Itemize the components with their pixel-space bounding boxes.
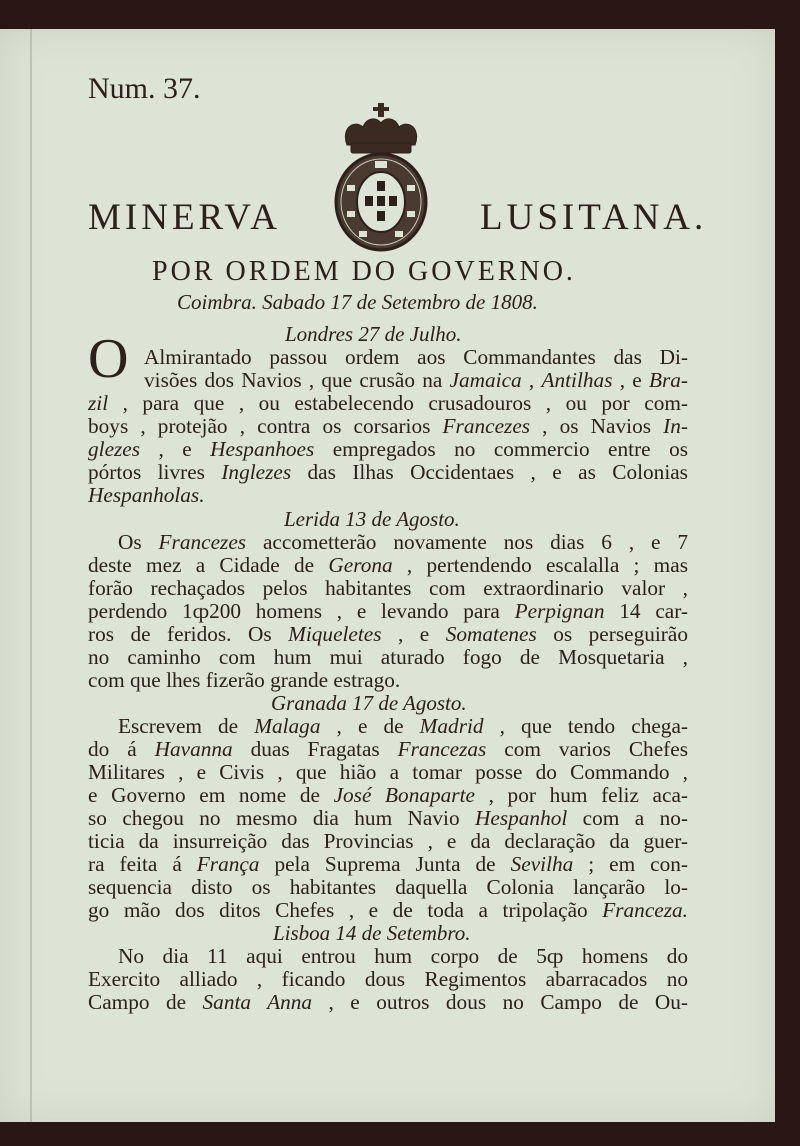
article-heading: Granada 17 de Agosto.	[271, 691, 467, 715]
article-body	[88, 715, 688, 922]
text-line: Os Francezes accometterão novamente nos dias 6 , e 7	[118, 531, 688, 554]
text-line: no caminho com hum mui aturado fogo de Mosquetaria ,	[88, 646, 688, 669]
dateline: Coimbra. Sabado 17 de Setembro de 1808.	[177, 290, 538, 314]
text-line: e Governo em nome de José Bonaparte , por hum feliz aca-	[88, 784, 688, 807]
text-line: deste mez a Cidade de Gerona , pertendendo escalalla ; mas	[88, 554, 688, 577]
text-line: ticia da insurreição das Provincias , e da declaração da guer-	[88, 830, 688, 853]
text-line: ra feita á França pela Suprema Junta de Sevilha ; em con-	[88, 853, 688, 876]
text-line: ros de feridos. Os Miqueletes , e Somatenes os perseguirão	[88, 623, 688, 646]
masthead-title-right: LUSITANA.	[480, 197, 708, 238]
article-heading: Lisboa 14 de Setembro.	[273, 921, 471, 945]
text-line: Escrevem de Malaga , e de Madrid , que tendo chega-	[118, 715, 688, 738]
article-body	[88, 531, 688, 692]
text-line: Exercito alliado , ficando dous Regimentos abarracados no	[88, 968, 688, 991]
drop-cap: O	[88, 328, 129, 390]
text-line: com que lhes fizerão grande estrago.	[88, 669, 401, 692]
text-line: Hespanholas.	[88, 484, 205, 507]
text-line: boys , protejão , contra os corsarios Francezes , os Navios In-	[88, 415, 688, 438]
royal-seal-icon	[333, 103, 429, 253]
text-line: Militares , e Civis , que hião a tomar posse do Commando ,	[88, 761, 688, 784]
text-line: do á Havanna duas Fragatas Francezas com varios Chefes	[88, 738, 688, 761]
issue-number: Num. 37.	[88, 72, 201, 105]
masthead-title-left: MINERVA	[88, 197, 281, 238]
article-heading: Lerida 13 de Agosto.	[284, 507, 460, 531]
text-line: perdendo 1ȹ200 homens , e levando para Perpignan 14 car-	[88, 600, 688, 623]
article-body	[88, 945, 688, 1014]
text-line: zil , para que , ou estabelecendo crusadouros , ou por com-	[88, 392, 688, 415]
subtitle: POR ORDEM DO GOVERNO.	[152, 256, 576, 287]
text-line: No dia 11 aqui entrou hum corpo de 5ȹ homens do	[118, 945, 688, 968]
text-line: Campo de Santa Anna , e outros dous no Campo de Ou-	[88, 991, 688, 1014]
text-line: go mão dos ditos Chefes , e de toda a tripolação Franceza.	[88, 899, 688, 922]
text-line: forão rechaçados pelos habitantes com extraordinario valor ,	[88, 577, 688, 600]
article-body	[88, 346, 688, 507]
article-heading: Londres 27 de Julho.	[285, 322, 462, 346]
text-line: so chegou no mesmo dia hum Navio Hespanhol com a no-	[88, 807, 688, 830]
text-line: glezes , e Hespanhoes empregados no commercio entre os	[88, 438, 688, 461]
text-line: pórtos livres Inglezes das Ilhas Occidentaes , e as Colonias	[88, 461, 688, 484]
page-fold-line	[30, 29, 32, 1122]
text-line: sequencia disto os habitantes daquella Colonia lançarão lo-	[88, 876, 688, 899]
text-line: Almirantado passou ordem aos Commandantes das Di-	[144, 346, 688, 369]
text-line: visões dos Navios , que crusão na Jamaica , Antilhas , e Bra-	[144, 369, 688, 392]
